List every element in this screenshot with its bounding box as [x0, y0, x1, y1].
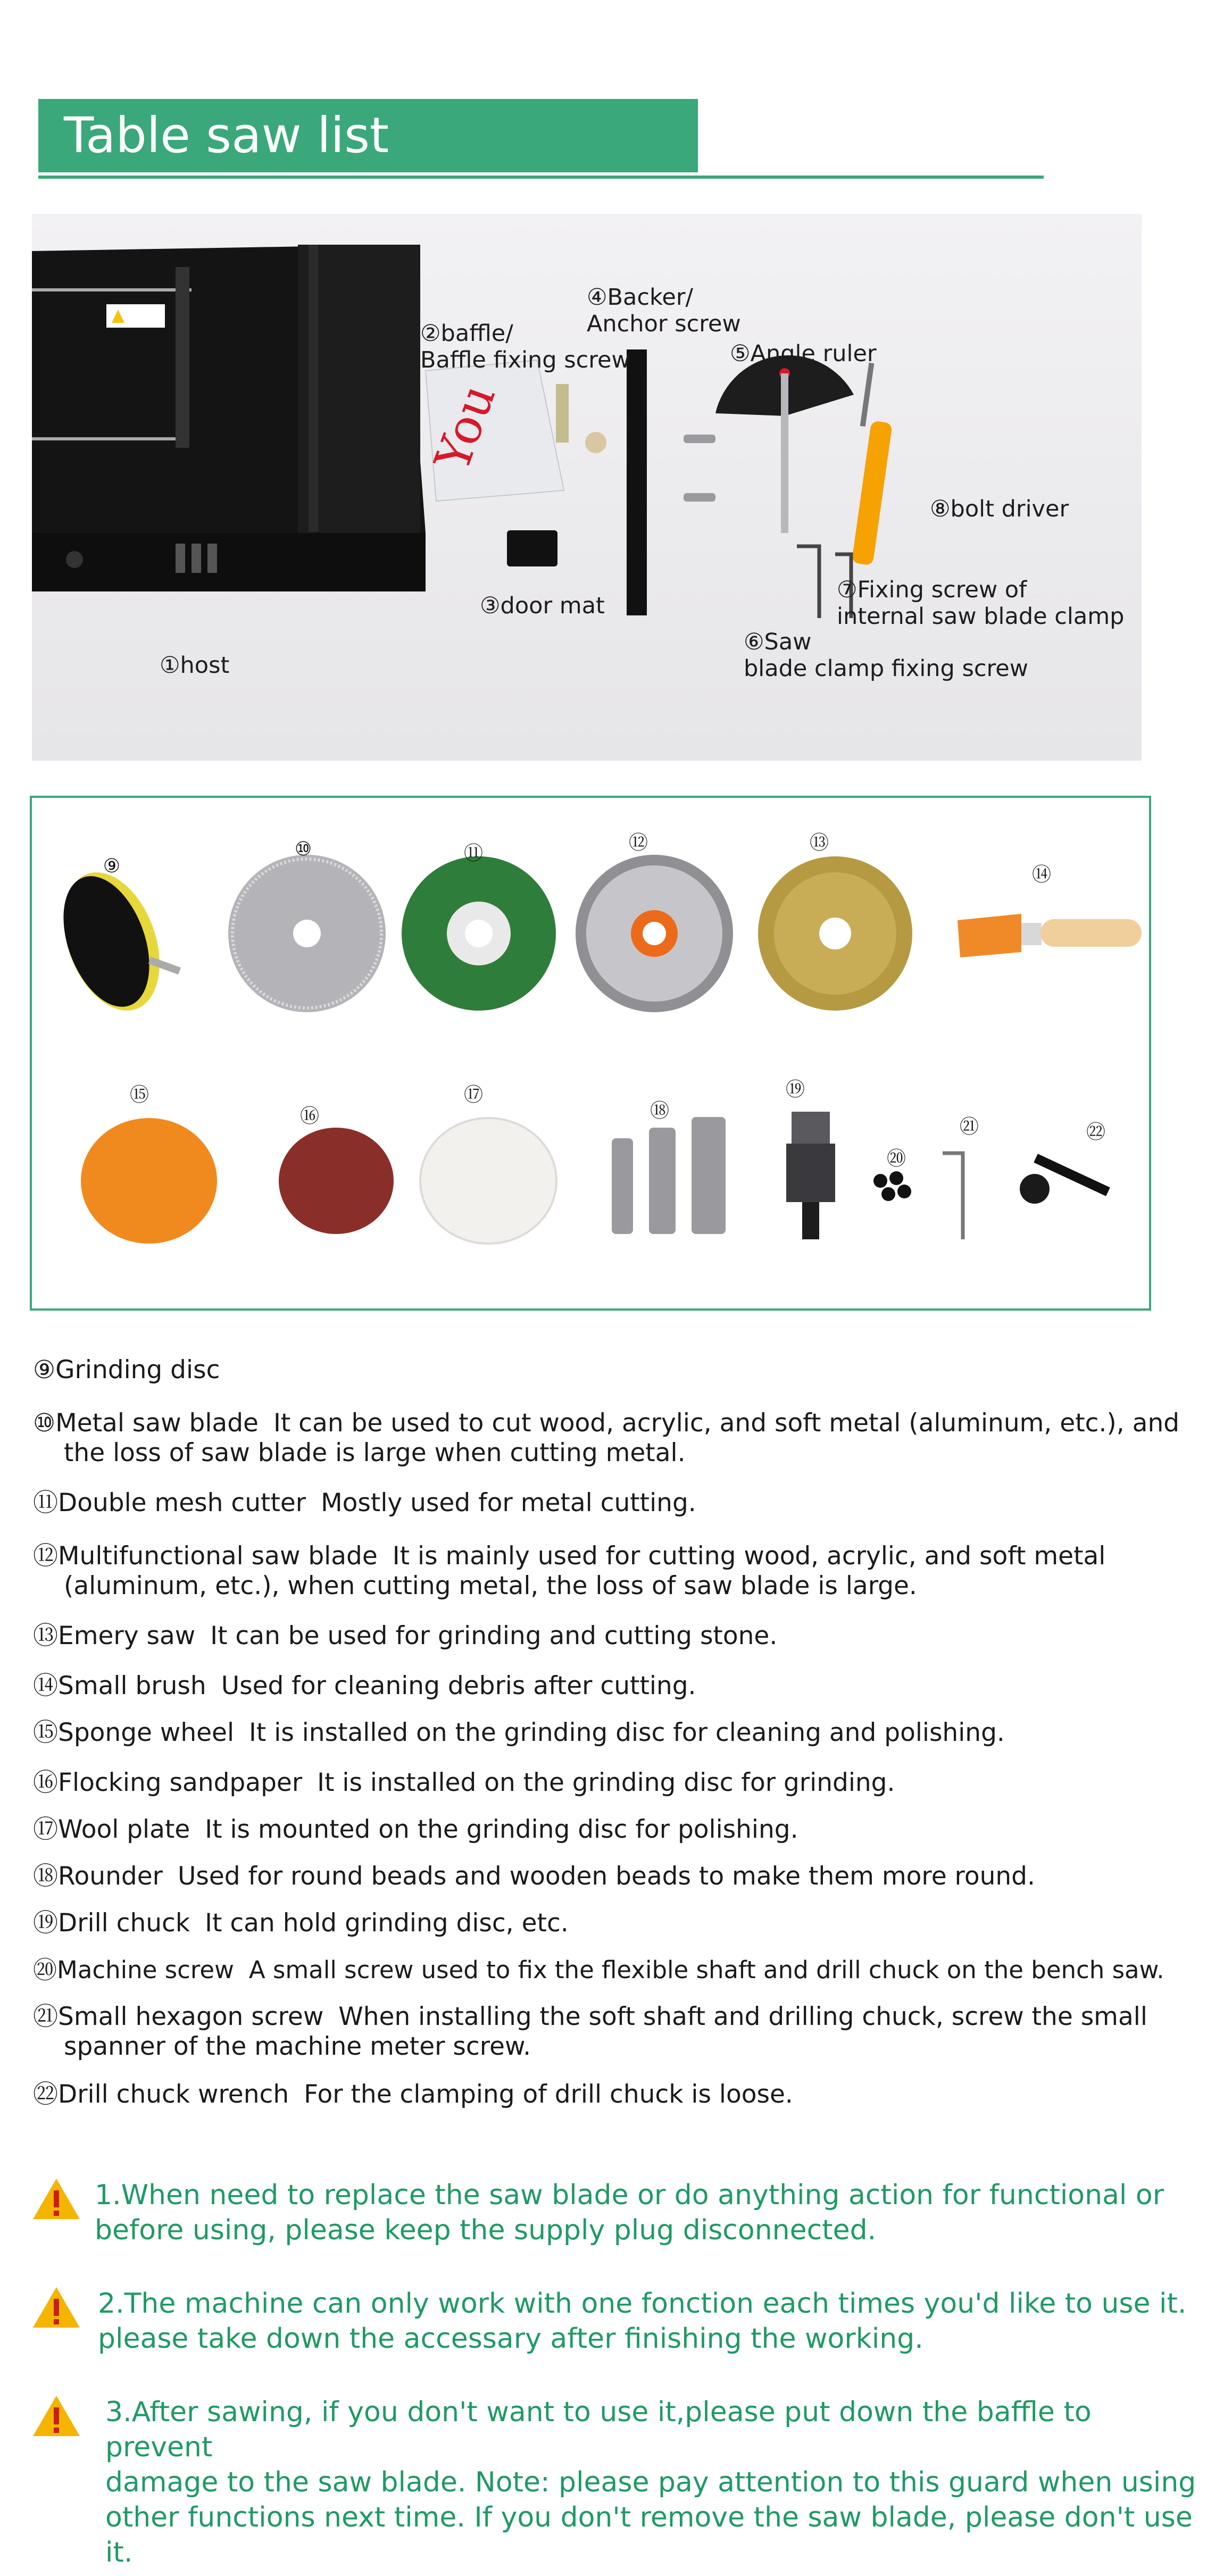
small-brush-illustration — [958, 914, 1142, 957]
list-item: ⑱Rounder Used for round beads and wooden beads to make them more round. — [33, 1862, 1035, 1891]
label-baffle-2: Baffle fixing screw — [420, 347, 630, 373]
accessory-number-17: ⑰ — [463, 1084, 483, 1106]
accessory-number-16: ⑯ — [299, 1105, 319, 1127]
accessory-number-15: ⑮ — [129, 1084, 149, 1106]
backer-illustration — [627, 349, 647, 615]
accessory-number-21: ㉑ — [959, 1116, 979, 1138]
flocking-sandpaper-illustration — [279, 1128, 394, 1234]
accessory-number-14: ⑭ — [1031, 864, 1051, 886]
list-item: ⑭Small brush Used for cleaning debris after cutting. — [33, 1671, 696, 1700]
product-photo — [32, 214, 1142, 761]
list-item: ⑮Sponge wheel It is installed on the grinding disc for cleaning and polishing. — [33, 1718, 1005, 1747]
label-backer-2: Anchor screw — [587, 311, 741, 337]
warning-text: 2.The machine can only work with one fonction each times you'd like to use it. please take down the accessary after finishing the working. — [98, 2288, 1187, 2355]
list-item: ⑯Flocking sandpaper It is installed on the grinding disc for grinding. — [33, 1768, 895, 1797]
anchor-screw-illustration — [684, 435, 715, 502]
list-item: ⑬Emery saw It can be used for grinding and cutting stone. — [33, 1621, 778, 1650]
grinding-disc-illustration — [46, 859, 181, 1024]
list-item: ⑨Grinding disc — [33, 1355, 220, 1385]
accessory-number-10: ⑩ — [294, 838, 312, 860]
warning-icon — [32, 2286, 81, 2329]
accessory-number-11: ⑪ — [463, 843, 483, 864]
label-saw-2: blade clamp fixing screw — [744, 655, 1028, 682]
bolt-driver-illustration — [852, 363, 893, 566]
label-backer-1: ④Backer/ — [587, 284, 694, 311]
accessory-number-20: ⑳ — [886, 1148, 906, 1170]
wool-plate-illustration — [420, 1118, 556, 1244]
angle-ruler-illustration — [715, 355, 854, 533]
label-angle-ruler: ⑤Angle ruler — [730, 340, 877, 367]
warning-icon — [32, 2178, 81, 2220]
label-fixing-2: internal saw blade clamp — [837, 603, 1125, 630]
title-underline — [38, 176, 1044, 179]
baffle-illustration — [424, 360, 606, 501]
emery-saw-illustration — [758, 856, 912, 1011]
list-item: ⑪Double mesh cutter Mostly used for metal cutting. — [33, 1488, 696, 1518]
multifunctional-saw-blade-illustration — [576, 855, 733, 1012]
accessory-number-13: ⑬ — [809, 832, 829, 854]
accessory-number-12: ⑫ — [628, 832, 648, 854]
list-item: ⑳Machine screw A small screw used to fix the flexible shaft and drill chuck on the bench saw. — [33, 1956, 1164, 1984]
sponge-wheel-illustration — [81, 1118, 217, 1244]
machine-screw-illustration — [873, 1171, 911, 1201]
drill-chuck-wrench-illustration — [1020, 1154, 1110, 1204]
list-item: ⑫Multifunctional saw blade It is mainly used for cutting wood, acrylic, and soft metal (aluminum, etc.), when cutting metal, the loss of saw blade is large. — [33, 1541, 1106, 1600]
warning-text: 1.When need to replace the saw blade or do anything action for functional or before using, please keep the supply plug disconnected. — [95, 2179, 1164, 2246]
accessories-illustration — [32, 798, 1149, 1308]
accessory-number-18: ⑱ — [650, 1100, 669, 1122]
door-mat-illustration — [507, 530, 557, 566]
svg-text:You: You — [424, 377, 507, 478]
warning-text: 3.After sawing, if you don't want to use it,please put down the baffle to prevent damage to the saw blade. Note: please pay attention to this guard when using other functions next time. If you don't remove the saw blade, please don't use it. — [105, 2396, 1196, 2569]
list-item: ㉑Small hexagon screw When installing the soft shaft and drilling chuck, screw the small spanner of the machine meter screw. — [33, 2002, 1147, 2061]
double-mesh-cutter-illustration — [402, 856, 556, 1011]
label-bolt-driver: ⑧bolt driver — [930, 496, 1069, 522]
metal-saw-blade-illustration — [228, 855, 386, 1012]
accessories-panel — [30, 796, 1151, 1311]
label-saw-1: ⑥Saw — [744, 629, 812, 655]
rounder-illustration — [612, 1117, 726, 1234]
page-title: Table saw list — [64, 107, 389, 164]
label-door-mat: ③door mat — [480, 593, 605, 619]
drill-chuck-illustration — [786, 1112, 835, 1239]
label-host: ①host — [160, 652, 230, 679]
warning-icon — [32, 2395, 81, 2437]
label-fixing-1: ⑦Fixing screw of — [837, 577, 1027, 603]
accessory-number-9: ⑨ — [103, 855, 121, 877]
accessory-number-19: ⑲ — [785, 1079, 805, 1101]
list-item: ⑩Metal saw blade It can be used to cut wood, acrylic, and soft metal (aluminum, etc.), and the loss of saw blade is large when cutting metal. — [33, 1408, 1180, 1468]
host-illustration — [32, 245, 426, 591]
small-hexagon-screw-illustration — [943, 1153, 963, 1239]
list-item: ⑰Wool plate It is mounted on the grinding disc for polishing. — [33, 1815, 798, 1844]
list-item: ⑲Drill chuck It can hold grinding disc, etc. — [33, 1908, 569, 1938]
label-baffle-1: ②baffle/ — [420, 320, 513, 347]
accessory-number-22: ㉒ — [1086, 1121, 1105, 1143]
list-item: ㉒Drill chuck wrench For the clamping of drill chuck is loose. — [33, 2080, 793, 2109]
